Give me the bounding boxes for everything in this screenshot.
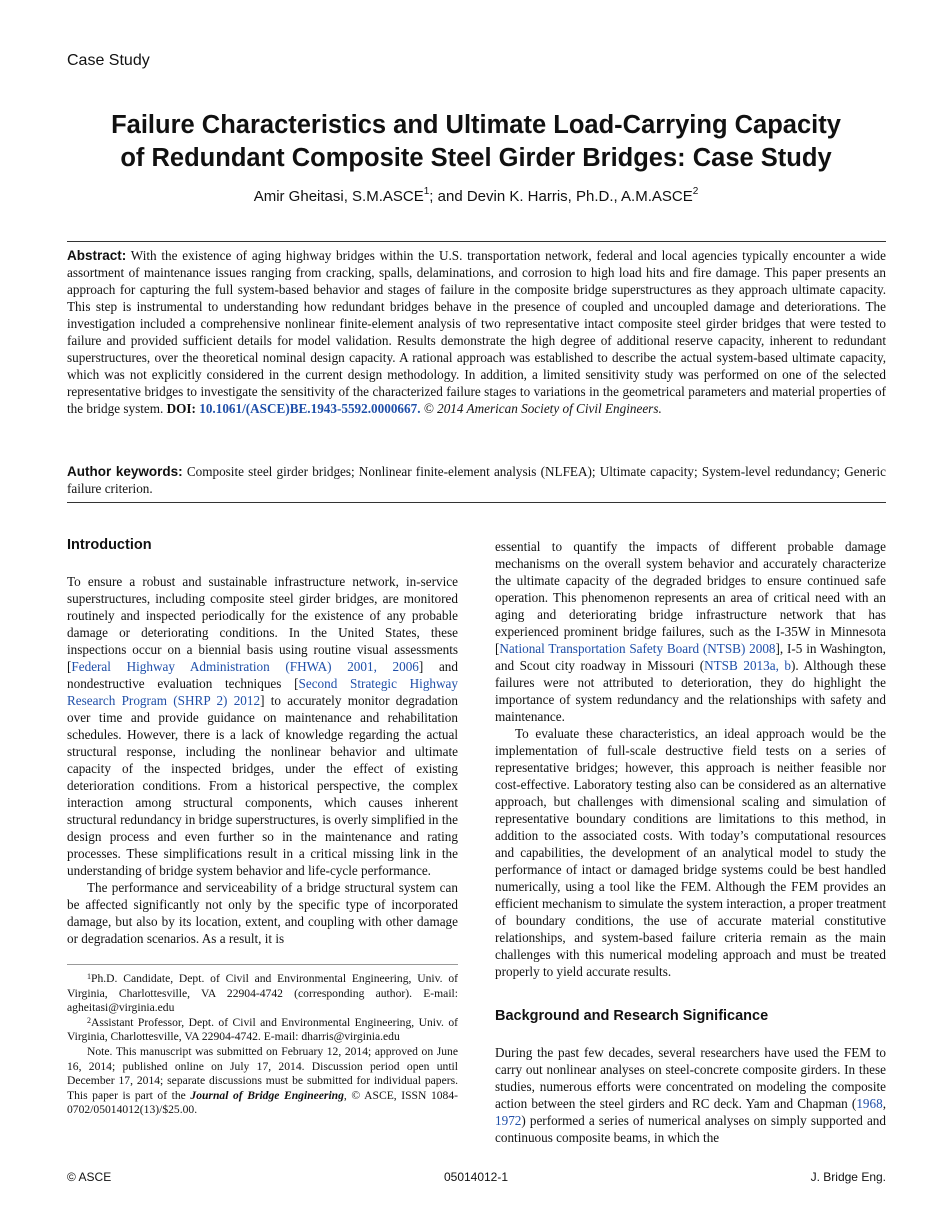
citation-ntsb-2013[interactable]: NTSB 2013a, b bbox=[704, 658, 792, 673]
footnote-1-mark: 1 bbox=[87, 972, 91, 981]
author-2-affiliation-mark: 2 bbox=[692, 186, 699, 197]
abstract-label: Abstract: bbox=[67, 248, 127, 263]
citation-yam-1972[interactable]: 1972 bbox=[495, 1113, 522, 1128]
abstract-text: With the existence of aging highway bridges within the U.S. transportation network, federal and local agencies typically encounter a wide assortment of maintenance issues ranging from cracking, spalls, delaminations, and corrosion to high load hits and fire damage. This paper presents an approach for capturing the full system-based behavior and stages of failure in the composite bridge superstructures as they approach ultimate capacity. This step is instrumental to understanding how redundant bridges behave in the presence of coupled and uncoupled damage and deteriorations. The investigation included a comprehensive nonlinear finite-element analysis of two representative intact composite steel girder bridges that were tested to failure and provided sufficient details for model validation. Results demonstrate the high degree of additional reserve capacity, inherent to redundant superstructures, over the theoretical nominal design capacity. A rational approach was established to describe the actual system-based ultimate capacity, which was not explicitly considered in the current design methodology. In addition, a limited sensitivity study was performed on one of the selected representative bridges to investigate the sensitivity of the characterized failure stages to variations in the geometrical parameters and material properties of the bridge system. bbox=[67, 248, 887, 416]
keywords-label: Author keywords: bbox=[67, 464, 183, 479]
keywords-text: Composite steel girder bridges; Nonlinear finite-element analysis (NLFEA); Ultimate capacity; System-level redundancy; Generic failure criterion. bbox=[67, 464, 886, 496]
abstract bbox=[67, 247, 886, 417]
intro-p1-text-c: ] to accurately monitor degradation over time and provide guidance on maintenance and rehabilitation schedules. However, there is a lack of knowledge regarding the actual structural response, including the nonlinear behavior and ultimate capacity of the inspected bridges, under the effect of existing deterioration conditions. From a historical perspective, the complex interaction among structural components, which causes inherent structural redundancy in bridge superstructures, is overly simplified in the design process and even further so in the maintenance and rating processes. These simplifications result in a critical missing link in the understanding of bridge system behavior and life-cycle performance. bbox=[67, 693, 458, 878]
footer-journal: J. Bridge Eng. bbox=[810, 1170, 886, 1184]
abstract-top-rule bbox=[67, 241, 886, 242]
intro-p1-text-a: To ensure a robust and sustainable infrastructure network, in-service superstructures, including composite steel girder bridges, are monitored routinely and inspected periodically for the existence of any probable damage or deteriorating conditions. In the United States, these inspections occur on a biennial basis using routine visual assessments [ bbox=[67, 574, 458, 674]
intro-p2-cont-text-b: ], I-5 in Washington, and Scout city roadway in Missouri ( bbox=[495, 641, 886, 673]
footer-article-number: 05014012-1 bbox=[443, 1170, 509, 1184]
footnote-2 bbox=[67, 1016, 458, 1045]
paper-title bbox=[0, 109, 952, 175]
title-line-2: of Redundant Composite Steel Girder Bridges: Case Study bbox=[120, 144, 832, 172]
note-text-b: , © ASCE, ISSN 1084-0702/05014012(13)/$25.00. bbox=[67, 1088, 459, 1117]
footnote-1 bbox=[67, 972, 458, 1016]
author-line bbox=[0, 188, 952, 205]
citation-shrp2[interactable]: Second Strategic Highway Research Program (SHRP 2) 2012 bbox=[67, 676, 458, 708]
author-1-affiliation-mark: 1 bbox=[423, 186, 430, 197]
journal-name: Journal of Bridge Engineering bbox=[190, 1088, 344, 1102]
background-p1-text-b: ) performed a series of numerical analyses on simply supported and continuous composite beams, in which the bbox=[495, 1113, 886, 1145]
footnote-2-text: Assistant Professor, Dept. of Civil and Environmental Engineering, Univ. of Virginia, Charlottesville, VA 22904-4742. E-mail: dharris@virginia.edu bbox=[67, 1015, 458, 1044]
footer-publisher: © ASCE bbox=[67, 1170, 112, 1184]
intro-p2-cont-text-a: essential to quantify the impacts of different probable damage mechanisms on the overall system behavior and accurately characterize the ultimate capacity of the degraded bridges to ensure continued safe operation. This phenomenon represents an area of critical need with an aging and deteriorating bridge infrastructure network that has experienced prominent bridge failures, such as the I-35W in Minnesota [ bbox=[495, 539, 886, 656]
intro-paragraph-2: The performance and serviceability of a bridge structural system can be affected significantly not only by the specific type of incorporated damage, but also by its location, extent, and coupling with other damage or degradation scenarios. As a result, it is bbox=[67, 880, 458, 946]
left-column bbox=[67, 573, 458, 947]
doi-label: DOI: bbox=[166, 401, 196, 416]
intro-paragraph-3: To evaluate these characteristics, an ideal approach would be the implementation of full-scale destructive field tests on a series of representative bridges; however, this approach is neither feasible nor cost-effective. Laboratory testing also can be considered as an alternative approach, but challenges with dimensional scaling and simulation of representative boundary conditions are limitations to this method, in addition to the associated costs. With today’s computational resources and capabilities, the development of an analytical model to study the performance of intact or damaged bridge systems could be best handled numerically, using a tool like the FEM. Although the FEM provides an efficient mechanism to simulate the system interaction, a proper treatment of boundary conditions, the use of accurate material constitutive relationships, and system-based failure criteria remain as the main challenges with this numerical modeling approach and must be treated properly to yield accurate results. bbox=[495, 726, 886, 979]
intro-heading: Introduction bbox=[67, 537, 152, 553]
citation-ntsb-2008[interactable]: National Transportation Safety Board (NTSB) 2008 bbox=[499, 641, 776, 656]
section-label: Case Study bbox=[67, 52, 150, 69]
note-text-a: Note. This manuscript was submitted on February 12, 2014; approved on June 16, 2014; published online on July 17, 2014. Discussion period open until December 17, 2014; separate discussions must be submitted for individual papers. This paper is part of the bbox=[67, 1044, 458, 1102]
citation-fhwa[interactable]: Federal Highway Administration (FHWA) 2001, 2006 bbox=[71, 659, 419, 674]
copyright: © 2014 American Society of Civil Engineers. bbox=[423, 401, 662, 416]
footnote-2-mark: 2 bbox=[87, 1015, 91, 1025]
intro-p1-text-b: ] and nondestructive evaluation techniques [ bbox=[67, 659, 458, 691]
author-keywords bbox=[67, 463, 886, 497]
intro-paragraph-1 bbox=[67, 573, 458, 879]
footnote-1-text: Ph.D. Candidate, Dept. of Civil and Environmental Engineering, Univ. of Virginia, Charlottesville, VA 22904-4742 (corresponding author). E-mail: agheitasi@virginia.edu bbox=[67, 972, 458, 1015]
footnotes bbox=[67, 972, 458, 1118]
author-2: ; and Devin K. Harris, Ph.D., A.M.ASCE bbox=[429, 188, 693, 205]
abstract-bottom-rule bbox=[67, 502, 886, 503]
author-1: Amir Gheitasi, S.M.ASCE bbox=[253, 188, 424, 205]
footnote-rule bbox=[67, 964, 458, 965]
background-p1-text-a: During the past few decades, several researchers have used the FEM to carry out nonlinear analyses on steel-concrete composite girders. In these studies, numerous efforts were concentrated on modeling the composite action between the steel girders and RC deck. Yam and Chapman ( bbox=[495, 1045, 886, 1111]
background-paragraph-1 bbox=[495, 1044, 886, 1146]
citation-separator: , bbox=[882, 1096, 886, 1111]
citation-yam-1968[interactable]: 1968 bbox=[856, 1096, 883, 1111]
doi-link[interactable]: 10.1061/(ASCE)BE.1943-5592.0000667. bbox=[199, 401, 421, 416]
manuscript-note bbox=[67, 1045, 458, 1118]
background-section bbox=[495, 1044, 886, 1146]
right-column bbox=[495, 538, 886, 980]
title-line-1: Failure Characteristics and Ultimate Load-Carrying Capacity bbox=[111, 111, 841, 139]
intro-p2-cont-text-c: ). Although these failures were not attributed to deterioration, they do highlight the importance of system redundancy and the relationships with safety and maintenance. bbox=[495, 658, 886, 724]
background-heading: Background and Research Significance bbox=[495, 1008, 769, 1024]
intro-paragraph-2-continued bbox=[495, 538, 886, 725]
